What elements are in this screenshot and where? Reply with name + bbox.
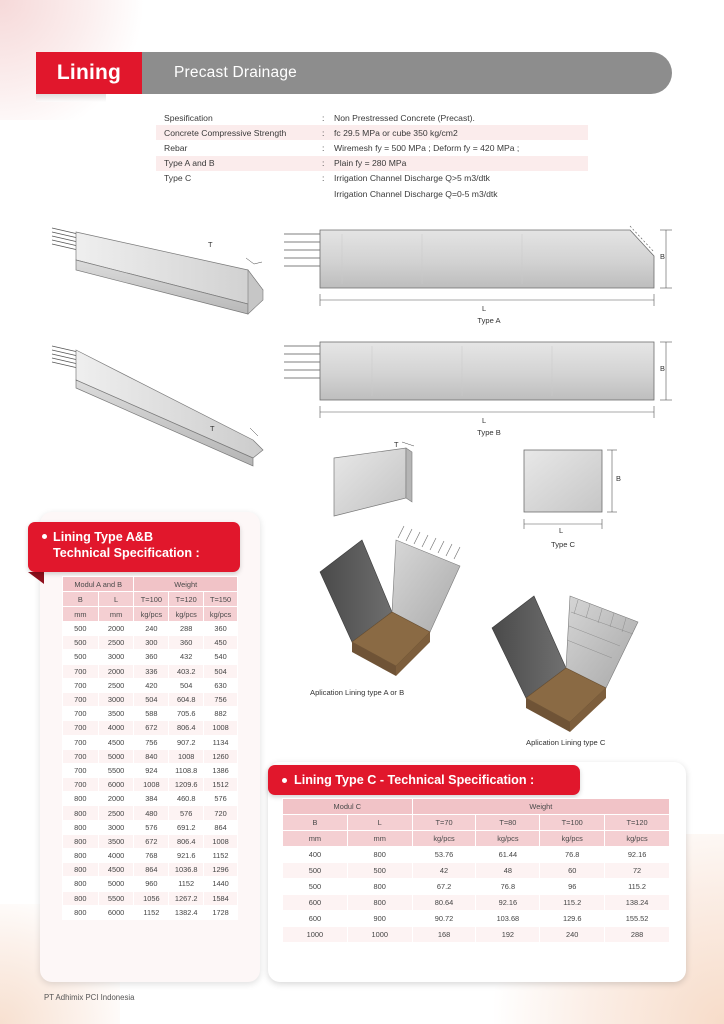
- table-unit-header-row: [63, 607, 238, 622]
- table-cell: 672: [134, 834, 169, 848]
- drawing-perspective-type-b: [48, 328, 278, 468]
- table-row: [63, 692, 238, 706]
- dim-label-B: B: [660, 364, 665, 373]
- table-cell: 3000: [98, 650, 134, 664]
- table-header-t120: T=120: [605, 815, 670, 831]
- table-cell: 800: [63, 863, 99, 877]
- table-cell: 882: [204, 707, 238, 721]
- table-unit-t70: kg/pcs: [412, 831, 476, 847]
- table-cell: 1152: [204, 849, 238, 863]
- table-group-header-modul: Modul A and B: [63, 577, 134, 592]
- table-header-b: B: [283, 815, 348, 831]
- table-cell: 500: [63, 636, 99, 650]
- table-cell: 800: [63, 849, 99, 863]
- spec-value: Non Prestressed Concrete (Precast).: [334, 112, 475, 123]
- table-header-t100: T=100: [540, 815, 605, 831]
- table-cell: 900: [347, 911, 412, 927]
- drawing-perspective-type-c: [322, 440, 432, 530]
- spec-row: [156, 171, 588, 186]
- spec-row: [156, 156, 588, 171]
- page-header: [36, 52, 672, 94]
- table-cell: 806.4: [169, 721, 204, 735]
- table-cell: 720: [204, 806, 238, 820]
- table-unit-t100: kg/pcs: [134, 607, 169, 622]
- table-cell: 800: [63, 877, 99, 891]
- table-cell: 540: [204, 650, 238, 664]
- table-cell: 92.16: [605, 847, 670, 863]
- table-cell: 4000: [98, 849, 134, 863]
- caption-application-c: Aplication Lining type C: [526, 738, 606, 747]
- drawing-slab-type-c: [512, 440, 642, 552]
- table-cell: 4500: [98, 863, 134, 877]
- table-cell: 460.8: [169, 792, 204, 806]
- ribbon-lining-type-c: [268, 765, 580, 795]
- table-row: [63, 891, 238, 905]
- table-header-t100: T=100: [134, 592, 169, 607]
- table-cell: 2500: [98, 636, 134, 650]
- table-cell: 800: [63, 891, 99, 905]
- table-group-header-weight: Weight: [134, 577, 238, 592]
- table-cell: 924: [134, 763, 169, 777]
- table-cell: 2500: [98, 678, 134, 692]
- table-row: [283, 879, 670, 895]
- table-cell: 61.44: [476, 847, 540, 863]
- table-row: [283, 911, 670, 927]
- table-cell: 576: [204, 792, 238, 806]
- table-cell: 1382.4: [169, 905, 204, 919]
- table-cell: 288: [605, 927, 670, 943]
- table-row: [63, 905, 238, 919]
- spec-row: [156, 110, 588, 125]
- spec-label: Type A and B: [164, 158, 215, 169]
- table-cell: 1008: [134, 778, 169, 792]
- table-row: [63, 863, 238, 877]
- spec-colon: :: [322, 142, 325, 153]
- drawing-application-type-c: [470, 570, 660, 742]
- spec-label: Spesification: [164, 112, 213, 123]
- table-cell: 192: [476, 927, 540, 943]
- table-cell: 336: [134, 664, 169, 678]
- table-cell: 700: [63, 721, 99, 735]
- table-cell: 2000: [98, 792, 134, 806]
- ribbon-lining-type-ab: [28, 522, 240, 572]
- table-cell: 500: [63, 650, 99, 664]
- table-row: [63, 622, 238, 636]
- table-cell: 1008: [204, 721, 238, 735]
- table-cell: 1386: [204, 763, 238, 777]
- table-cell: 800: [347, 847, 412, 863]
- table-unit-t100: kg/pcs: [540, 831, 605, 847]
- table-cell: 1267.2: [169, 891, 204, 905]
- table-cell: 1008: [169, 749, 204, 763]
- table-cell: 1584: [204, 891, 238, 905]
- table-cell: 53.76: [412, 847, 476, 863]
- table-cell: 1108.8: [169, 763, 204, 777]
- table-cell: 604.8: [169, 692, 204, 706]
- table-cell: 115.2: [605, 879, 670, 895]
- ribbon-ab-title-line2: Technical Specification :: [53, 546, 200, 560]
- table-cell: 6000: [98, 905, 134, 919]
- table-cell: 240: [134, 622, 169, 636]
- table-unit-l: mm: [98, 607, 134, 622]
- table-cell: 1152: [169, 877, 204, 891]
- table-unit-header-row: [283, 831, 670, 847]
- table-row: [63, 707, 238, 721]
- table-row: [63, 806, 238, 820]
- table-cell: 138.24: [605, 895, 670, 911]
- table-cell: 96: [540, 879, 605, 895]
- table-row: [63, 650, 238, 664]
- spec-label: Rebar: [164, 142, 188, 153]
- table-cell: 1036.8: [169, 863, 204, 877]
- table-cell: 700: [63, 763, 99, 777]
- ribbon-ab-title-line1: [42, 529, 230, 545]
- table-cell: 288: [169, 622, 204, 636]
- header-badge: [36, 52, 142, 94]
- table-group-header-row: [283, 799, 670, 815]
- page-title: Precast Drainage: [174, 64, 297, 81]
- table-cell: 700: [63, 692, 99, 706]
- ribbon-ab-title-text1: Lining Type A&B: [53, 530, 154, 544]
- table-cell: 480: [134, 806, 169, 820]
- caption-type-b: Type B: [477, 428, 501, 437]
- spec-value: Irrigation Channel Discharge Q=0-5 m3/dtk: [334, 188, 498, 199]
- spec-row: [156, 140, 588, 155]
- table-cell: 3000: [98, 692, 134, 706]
- table-cell: 504: [169, 678, 204, 692]
- table-header-l: L: [347, 815, 412, 831]
- spec-value: fc 29.5 MPa or cube 350 kg/cm2: [334, 127, 458, 138]
- bullet-icon: [282, 778, 287, 783]
- table-cell: 400: [283, 847, 348, 863]
- dim-label-T: T: [208, 240, 213, 249]
- table-row: [63, 636, 238, 650]
- table-cell: 768: [134, 849, 169, 863]
- table-header-b: B: [63, 592, 99, 607]
- table-cell: 700: [63, 735, 99, 749]
- bullet-icon: [42, 534, 47, 539]
- table-cell: 1000: [347, 927, 412, 943]
- table-cell: 1512: [204, 778, 238, 792]
- table-cell: 504: [204, 664, 238, 678]
- table-cell: 576: [169, 806, 204, 820]
- table-cell: 450: [204, 636, 238, 650]
- table-cell: 700: [63, 664, 99, 678]
- table-row: [63, 678, 238, 692]
- spec-colon: :: [322, 127, 325, 138]
- table-cell: 360: [204, 622, 238, 636]
- dim-label-B: B: [616, 474, 621, 483]
- caption-type-a: Type A: [477, 316, 501, 325]
- table-cell: 403.2: [169, 664, 204, 678]
- table-cell: 4500: [98, 735, 134, 749]
- table-cell: 6000: [98, 778, 134, 792]
- table-cell: 5000: [98, 749, 134, 763]
- table-cell: 700: [63, 678, 99, 692]
- table-cell: 420: [134, 678, 169, 692]
- dim-label-B: B: [660, 252, 665, 261]
- table-cell: 2000: [98, 622, 134, 636]
- table-sub-header-row: [283, 815, 670, 831]
- header-badge-label: Lining: [56, 61, 122, 84]
- table-cell: 1134: [204, 735, 238, 749]
- table-cell: 2500: [98, 806, 134, 820]
- table-lining-type-c: [282, 798, 670, 943]
- drawing-elevation-type-b: [282, 332, 674, 444]
- table-cell: 80.64: [412, 895, 476, 911]
- table-cell: 800: [63, 792, 99, 806]
- table-cell: 504: [134, 692, 169, 706]
- table-cell: 1008: [204, 834, 238, 848]
- table-cell: 500: [283, 863, 348, 879]
- table-cell: 1000: [283, 927, 348, 943]
- table-cell: 800: [63, 806, 99, 820]
- spec-row: [156, 125, 588, 140]
- table-cell: 800: [347, 879, 412, 895]
- table-cell: 103.68: [476, 911, 540, 927]
- table-cell: 1728: [204, 905, 238, 919]
- table-cell: 576: [134, 820, 169, 834]
- table-unit-t80: kg/pcs: [476, 831, 540, 847]
- table-cell: 921.6: [169, 849, 204, 863]
- table-cell: 800: [63, 820, 99, 834]
- table-cell: 2000: [98, 664, 134, 678]
- table-group-header-modul-c: Modul C: [283, 799, 413, 815]
- spec-label: Concrete Compressive Strength: [164, 127, 287, 138]
- table-cell: 115.2: [540, 895, 605, 911]
- table-cell: 700: [63, 749, 99, 763]
- table-header-t120: T=120: [169, 592, 204, 607]
- table-row: [283, 863, 670, 879]
- table-cell: 5500: [98, 763, 134, 777]
- table-cell: 700: [63, 778, 99, 792]
- table-cell: 691.2: [169, 820, 204, 834]
- table-unit-t120: kg/pcs: [605, 831, 670, 847]
- table-cell: 672: [134, 721, 169, 735]
- table-cell: 67.2: [412, 879, 476, 895]
- table-cell: 1152: [134, 905, 169, 919]
- table-row: [63, 820, 238, 834]
- table-cell: 76.8: [476, 879, 540, 895]
- table-group-header-row: [63, 577, 238, 592]
- spec-value: Wiremesh fy = 500 MPa ; Deform fy = 420 MPa ;: [334, 142, 520, 153]
- dim-label-T: T: [210, 424, 215, 433]
- table-cell: 500: [63, 622, 99, 636]
- table-cell: 630: [204, 678, 238, 692]
- table-header-t150: T=150: [204, 592, 238, 607]
- drawing-elevation-type-a: [282, 222, 674, 332]
- table-cell: 168: [412, 927, 476, 943]
- table-cell: 5000: [98, 877, 134, 891]
- table-row: [63, 721, 238, 735]
- table-header-l: L: [98, 592, 134, 607]
- table-cell: 92.16: [476, 895, 540, 911]
- caption-type-c: Type C: [550, 540, 576, 549]
- spec-row: [156, 186, 588, 201]
- table-cell: 1209.6: [169, 778, 204, 792]
- table-cell: 600: [283, 895, 348, 911]
- table-cell: 3500: [98, 707, 134, 721]
- table-cell: 432: [169, 650, 204, 664]
- drawing-application-type-ab: [300, 520, 480, 690]
- table-row: [283, 895, 670, 911]
- table-cell: 384: [134, 792, 169, 806]
- table-cell: 5500: [98, 891, 134, 905]
- table-cell: 960: [134, 877, 169, 891]
- table-cell: 907.2: [169, 735, 204, 749]
- table-cell: 756: [134, 735, 169, 749]
- footer-company: PT Adhimix PCI Indonesia: [44, 993, 135, 1002]
- table-cell: 155.52: [605, 911, 670, 927]
- spec-colon: :: [322, 158, 325, 169]
- table-group-header-weight-c: Weight: [412, 799, 669, 815]
- table-cell: 1296: [204, 863, 238, 877]
- table-header-t70: T=70: [412, 815, 476, 831]
- ribbon-c-title: Lining Type C - Technical Specification :: [294, 773, 535, 787]
- table-unit-t150: kg/pcs: [204, 607, 238, 622]
- table-cell: 600: [283, 911, 348, 927]
- table-cell: 700: [63, 707, 99, 721]
- table-row: [63, 749, 238, 763]
- table-unit-t120: kg/pcs: [169, 607, 204, 622]
- table-cell: 800: [347, 895, 412, 911]
- table-cell: 76.8: [540, 847, 605, 863]
- spec-colon: :: [322, 173, 325, 184]
- table-sub-header-row: [63, 592, 238, 607]
- table-cell: 864: [204, 820, 238, 834]
- header-shadow: [36, 94, 106, 102]
- table-cell: 240: [540, 927, 605, 943]
- table-cell: 705.6: [169, 707, 204, 721]
- table-cell: 360: [134, 650, 169, 664]
- table-unit-b: mm: [63, 607, 99, 622]
- dim-label-L: L: [482, 416, 487, 425]
- table-cell: 3500: [98, 834, 134, 848]
- table-cell: 500: [347, 863, 412, 879]
- table-cell: 4000: [98, 721, 134, 735]
- header-title-bar: [142, 52, 672, 94]
- table-cell: 48: [476, 863, 540, 879]
- table-cell: 840: [134, 749, 169, 763]
- table-lining-type-ab: [62, 576, 238, 920]
- table-row: [63, 834, 238, 848]
- table-cell: 500: [283, 879, 348, 895]
- table-row: [63, 792, 238, 806]
- table-row: [283, 847, 670, 863]
- table-unit-b: mm: [283, 831, 348, 847]
- dim-label-L: L: [559, 526, 564, 535]
- spec-value: Irrigation Channel Discharge Q>5 m3/dtk: [334, 173, 490, 184]
- table-cell: 3000: [98, 820, 134, 834]
- table-cell: 800: [63, 905, 99, 919]
- table-cell: 1260: [204, 749, 238, 763]
- spec-label: Type C: [164, 173, 192, 184]
- table-cell: 300: [134, 636, 169, 650]
- table-cell: 1440: [204, 877, 238, 891]
- spec-value: Plain fy = 280 MPa: [334, 158, 407, 169]
- dim-label-L: L: [482, 304, 487, 313]
- table-cell: 72: [605, 863, 670, 879]
- table-cell: 60: [540, 863, 605, 879]
- table-cell: 588: [134, 707, 169, 721]
- specification-table: [156, 110, 588, 201]
- table-unit-l: mm: [347, 831, 412, 847]
- table-row: [63, 735, 238, 749]
- drawing-perspective-type-a: [48, 218, 278, 328]
- caption-application-ab: Aplication Lining type A or B: [310, 688, 405, 697]
- table-header-t80: T=80: [476, 815, 540, 831]
- table-cell: 800: [63, 834, 99, 848]
- table-cell: 806.4: [169, 834, 204, 848]
- table-cell: 1056: [134, 891, 169, 905]
- table-cell: 756: [204, 692, 238, 706]
- spec-colon: :: [322, 112, 325, 123]
- table-row: [63, 877, 238, 891]
- table-cell: 42: [412, 863, 476, 879]
- table-row: [283, 927, 670, 943]
- table-row: [63, 664, 238, 678]
- table-row: [63, 778, 238, 792]
- table-cell: 90.72: [412, 911, 476, 927]
- table-row: [63, 849, 238, 863]
- table-cell: 864: [134, 863, 169, 877]
- dim-label-T: T: [394, 440, 399, 449]
- table-cell: 129.6: [540, 911, 605, 927]
- table-cell: 360: [169, 636, 204, 650]
- table-row: [63, 763, 238, 777]
